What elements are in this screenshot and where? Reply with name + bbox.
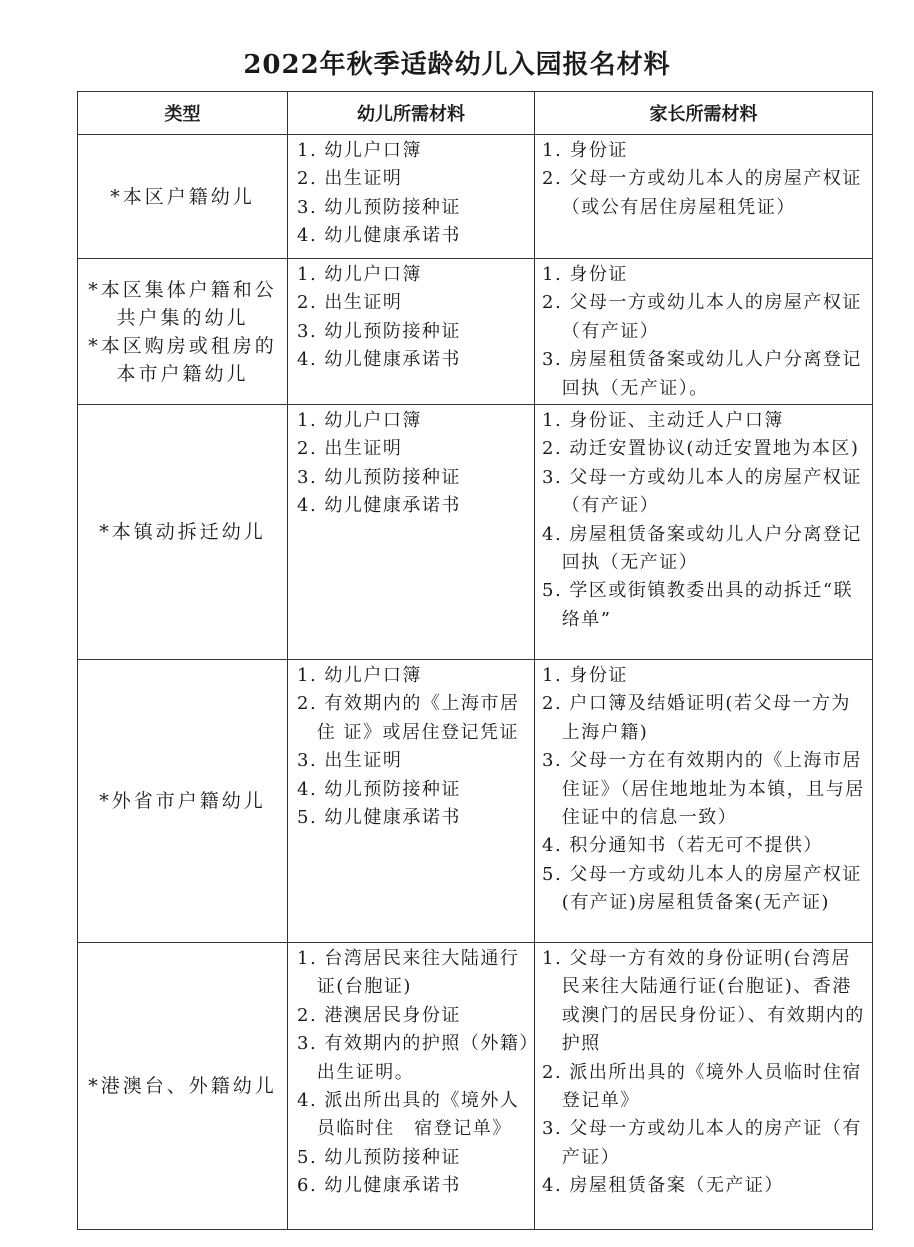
child-material-item: 4. 幼儿健康承诺书 (297, 349, 461, 371)
table-row (78, 259, 873, 405)
category-cell (78, 135, 288, 259)
child-material-item: 3. 幼儿预防接种证 (297, 320, 461, 342)
parent-material-item: 3. 房屋租赁备案或幼儿人户分离登记回执（无产证）。 (542, 349, 862, 399)
child-material-item: 1. 幼儿户口簿 (297, 140, 422, 161)
child-materials-cell (288, 405, 535, 660)
child-material-item: 1. 幼儿户口簿 (297, 410, 422, 431)
parent-material-item: 4. 房屋租赁备案或幼儿人户分离登记回执（无产证） (542, 523, 862, 574)
parent-material-item: 5. 学区或街镇教委出具的动拆迁“联络单” (542, 580, 854, 630)
parent-materials-cell (535, 405, 873, 660)
table-row (78, 943, 873, 1230)
parent-material-item: 2. 户口簿及结婚证明(若父母一方为上海户籍) (542, 693, 851, 743)
parent-material-item: 2. 父母一方或幼儿本人的房屋产权证（或公有居住房屋租凭证） (542, 168, 862, 218)
parent-material-item: 1. 身份证 (542, 264, 628, 285)
child-materials-cell (288, 943, 535, 1230)
child-material-item: 1. 台湾居民来往大陆通行证(台胞证) (297, 948, 520, 998)
category-cell (78, 405, 288, 660)
child-materials-cell (288, 259, 535, 405)
parent-material-item: 4. 积分通知书（若无可不提供） (542, 835, 823, 857)
child-material-item: 3. 幼儿预防接种证 (297, 466, 461, 488)
parent-material-item: 3. 父母一方或幼儿本人的房产证（有产证） (542, 1118, 862, 1168)
child-material-item: 2. 港澳居民身份证 (297, 1004, 461, 1026)
child-material-item: 1. 幼儿户口簿 (297, 665, 422, 686)
child-material-item: 3. 出生证明 (297, 750, 403, 772)
parent-materials-cell (535, 135, 873, 259)
category-label: *本区户籍幼儿 (110, 185, 255, 208)
table-row (78, 135, 873, 259)
header-row (78, 92, 873, 135)
child-material-item: 2. 出生证明 (297, 438, 403, 460)
materials-table (77, 91, 873, 1230)
parent-material-item: 1. 父母一方有效的身份证明(台湾居民来往大陆通行证(台胞证)、香港或澳门的居民身份证）、有效期内的护照 (542, 948, 865, 1055)
parent-material-item: 2. 父母一方或幼儿本人的房屋产权证（有产证） (542, 292, 862, 342)
parent-material-item: 2. 派出所出具的《境外人员临时住宿登记单》 (542, 1061, 862, 1112)
parent-material-item: 3. 父母一方在有效期内的《上海市居住证》（居住地地址为本镇，且与居住证中的信息一致） (542, 750, 865, 829)
child-material-item: 4. 幼儿预防接种证 (297, 778, 461, 800)
child-material-item: 4. 幼儿健康承诺书 (297, 225, 461, 247)
category-label: *本区集体户籍和公 (88, 278, 277, 301)
parent-materials-cell (535, 943, 873, 1230)
child-material-item: 2. 有效期内的《上海市居住 证》或居住登记凭证 (297, 693, 520, 743)
child-material-item: 3. 幼儿预防接种证 (297, 196, 461, 218)
category-cell (78, 660, 288, 943)
parent-material-item: 5. 父母一方或幼儿本人的房屋产权证(有产证)房屋租赁备案(无产证) (542, 863, 862, 914)
parent-material-item: 1. 身份证 (542, 665, 628, 686)
child-material-item: 5. 幼儿预防接种证 (297, 1146, 461, 1168)
document-title: 2022年秋季适龄幼儿入园报名材料 (243, 50, 671, 80)
category-cell (78, 259, 288, 405)
header-child-materials: 幼儿所需材料 (288, 92, 535, 135)
category-cell (78, 943, 288, 1230)
parent-material-item: 1. 身份证、主动迁人户口簿 (542, 410, 784, 431)
category-label: 共户集的幼儿 (116, 306, 249, 329)
table-row (78, 405, 873, 660)
child-material-item: 5. 幼儿健康承诺书 (297, 807, 461, 829)
category-label: *本镇动拆迁幼儿 (99, 521, 266, 543)
category-label: 本市户籍幼儿 (116, 362, 249, 385)
child-material-item: 3. 有效期内的护照（外籍）出生证明。 (297, 1033, 530, 1083)
parent-material-item: 2. 动迁安置协议(动迁安置地为本区) (542, 438, 860, 460)
child-material-item: 1. 幼儿户口簿 (297, 264, 422, 285)
child-materials-cell (288, 660, 535, 943)
child-material-item: 4. 幼儿健康承诺书 (297, 495, 461, 517)
child-material-item: 2. 出生证明 (297, 292, 403, 314)
header-type: 类型 (78, 92, 288, 135)
child-material-item: 6. 幼儿健康承诺书 (297, 1175, 461, 1197)
child-materials-cell (288, 135, 535, 259)
parent-material-item: 1. 身份证 (542, 140, 628, 161)
parent-material-item: 4. 房屋租赁备案（无产证） (542, 1175, 784, 1197)
category-label: *港澳台、外籍幼儿 (88, 1075, 277, 1097)
child-material-item: 4. 派出所出具的《境外人员临时住 宿登记单》 (297, 1090, 520, 1140)
table-row (78, 660, 873, 943)
category-label: *外省市户籍幼儿 (99, 790, 266, 812)
child-material-item: 2. 出生证明 (297, 168, 403, 190)
header-parent-materials: 家长所需材料 (535, 92, 873, 135)
parent-materials-cell (535, 259, 873, 405)
parent-materials-cell (535, 660, 873, 943)
category-label: *本区购房或租房的 (88, 334, 277, 357)
parent-material-item: 3. 父母一方或幼儿本人的房屋产权证（有产证） (542, 466, 862, 517)
